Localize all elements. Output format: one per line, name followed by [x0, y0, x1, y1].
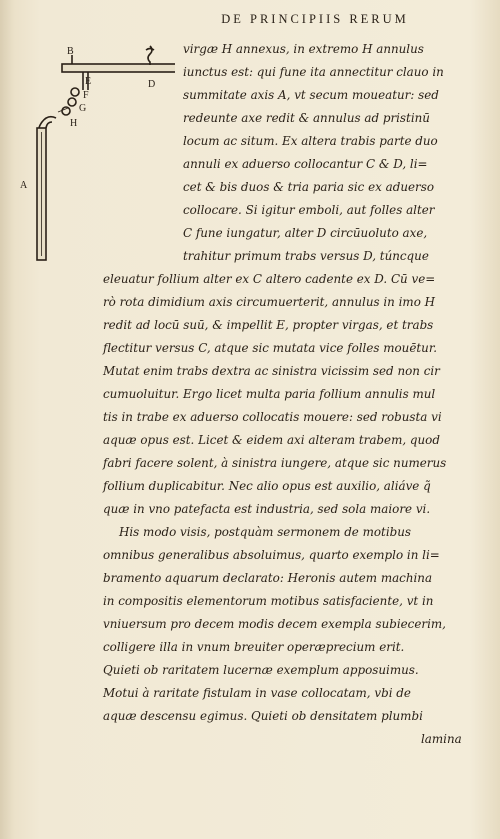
text-line: aquæ descensu egimus. Quieti ob densitatem plumbi: [103, 709, 423, 723]
text-line: redit ad locū suū, & impellit E, propter virgas, et trabs: [103, 318, 434, 332]
running-title: DE PRINCIPIIS RERUM: [221, 12, 409, 26]
text-line: Motui à raritate fistulam in vase collocatam, vbi de: [103, 686, 411, 700]
fig-label-H: H: [70, 118, 78, 129]
text-line: annuli ex aduerso collocantur C & D, li=: [183, 157, 428, 171]
woodcut-diagram: [0, 40, 175, 270]
text-line: aquæ opus est. Licet & eidem axi alteram trabem, quod: [103, 433, 440, 447]
text-line: flectitur versus C, atque sic mutata vice folles mouētur.: [103, 341, 437, 355]
text-line: cumuoluitur. Ergo licet multa paria follium annulis mul: [103, 387, 436, 401]
text-line: Mutat enim trabs dextra ac sinistra vicissim sed non cir: [103, 364, 440, 378]
text-line: vniuersum pro decem modis decem exempla subiecerim,: [103, 617, 446, 631]
text-line: eleuatur follium alter ex C altero cadente ex D. Cū ve=: [103, 272, 436, 286]
text-line: fabri facere solent, à sinistra iungere, atque sic numerus: [103, 456, 447, 470]
text-line: redeunte axe redit & annulus ad pristinū: [183, 111, 430, 125]
text-line: lamina: [421, 732, 462, 746]
fig-label-E: E: [85, 76, 92, 87]
text-line: quæ in vno patefacta est industria, sed sola maiore vi.: [103, 502, 431, 516]
text-line: collocare. Si igitur emboli, aut folles alter: [183, 203, 435, 217]
text-line: His modo visis, postquàm sermonem de motibus: [119, 525, 412, 539]
text-line: iunctus est: qui fune ita annectitur clauo in: [183, 65, 444, 79]
fig-label-F: F: [83, 90, 89, 101]
fig-label-A: A: [20, 180, 28, 191]
text-line: rò rota dimidium axis circumuerterit, annulus in imo H: [103, 295, 436, 309]
text-line: colligere illa in vnum breuiter operæprecium erit.: [103, 640, 405, 654]
fig-label-G: G: [79, 103, 87, 114]
text-line: follium duplicabitur. Nec alio opus est auxilio, aliáve q̃: [103, 479, 431, 493]
fig-label-B: B: [67, 46, 74, 57]
fig-label-D: D: [148, 79, 156, 90]
text-line: trahitur primum trabs versus D, túncque: [183, 249, 429, 263]
text-line: locum ac situm. Ex altera trabis parte duo: [183, 134, 438, 148]
text-line: omnibus generalibus absoluimus, quarto exemplo in li=: [103, 548, 440, 562]
text-line: Quieti ob raritatem lucernæ exemplum apposuimus.: [103, 663, 419, 677]
text-line: virgæ H annexus, in extremo H annulus: [183, 42, 424, 56]
text-line: tis in trabe ex aduerso collocatis mouere: sed robusta vi: [103, 410, 442, 424]
text-line: cet & bis duos & tria paria sic ex aduerso: [183, 180, 434, 194]
text-line: summitate axis A, vt secum moueatur: sed: [183, 88, 439, 102]
text-line: bramento aquarum declarato: Heronis autem machina: [103, 571, 433, 585]
text-line: C fune iungatur, alter D circūuoluto axe,: [183, 226, 428, 240]
text-line: in compositis elementorum motibus satisfaciente, vt in: [103, 594, 434, 608]
